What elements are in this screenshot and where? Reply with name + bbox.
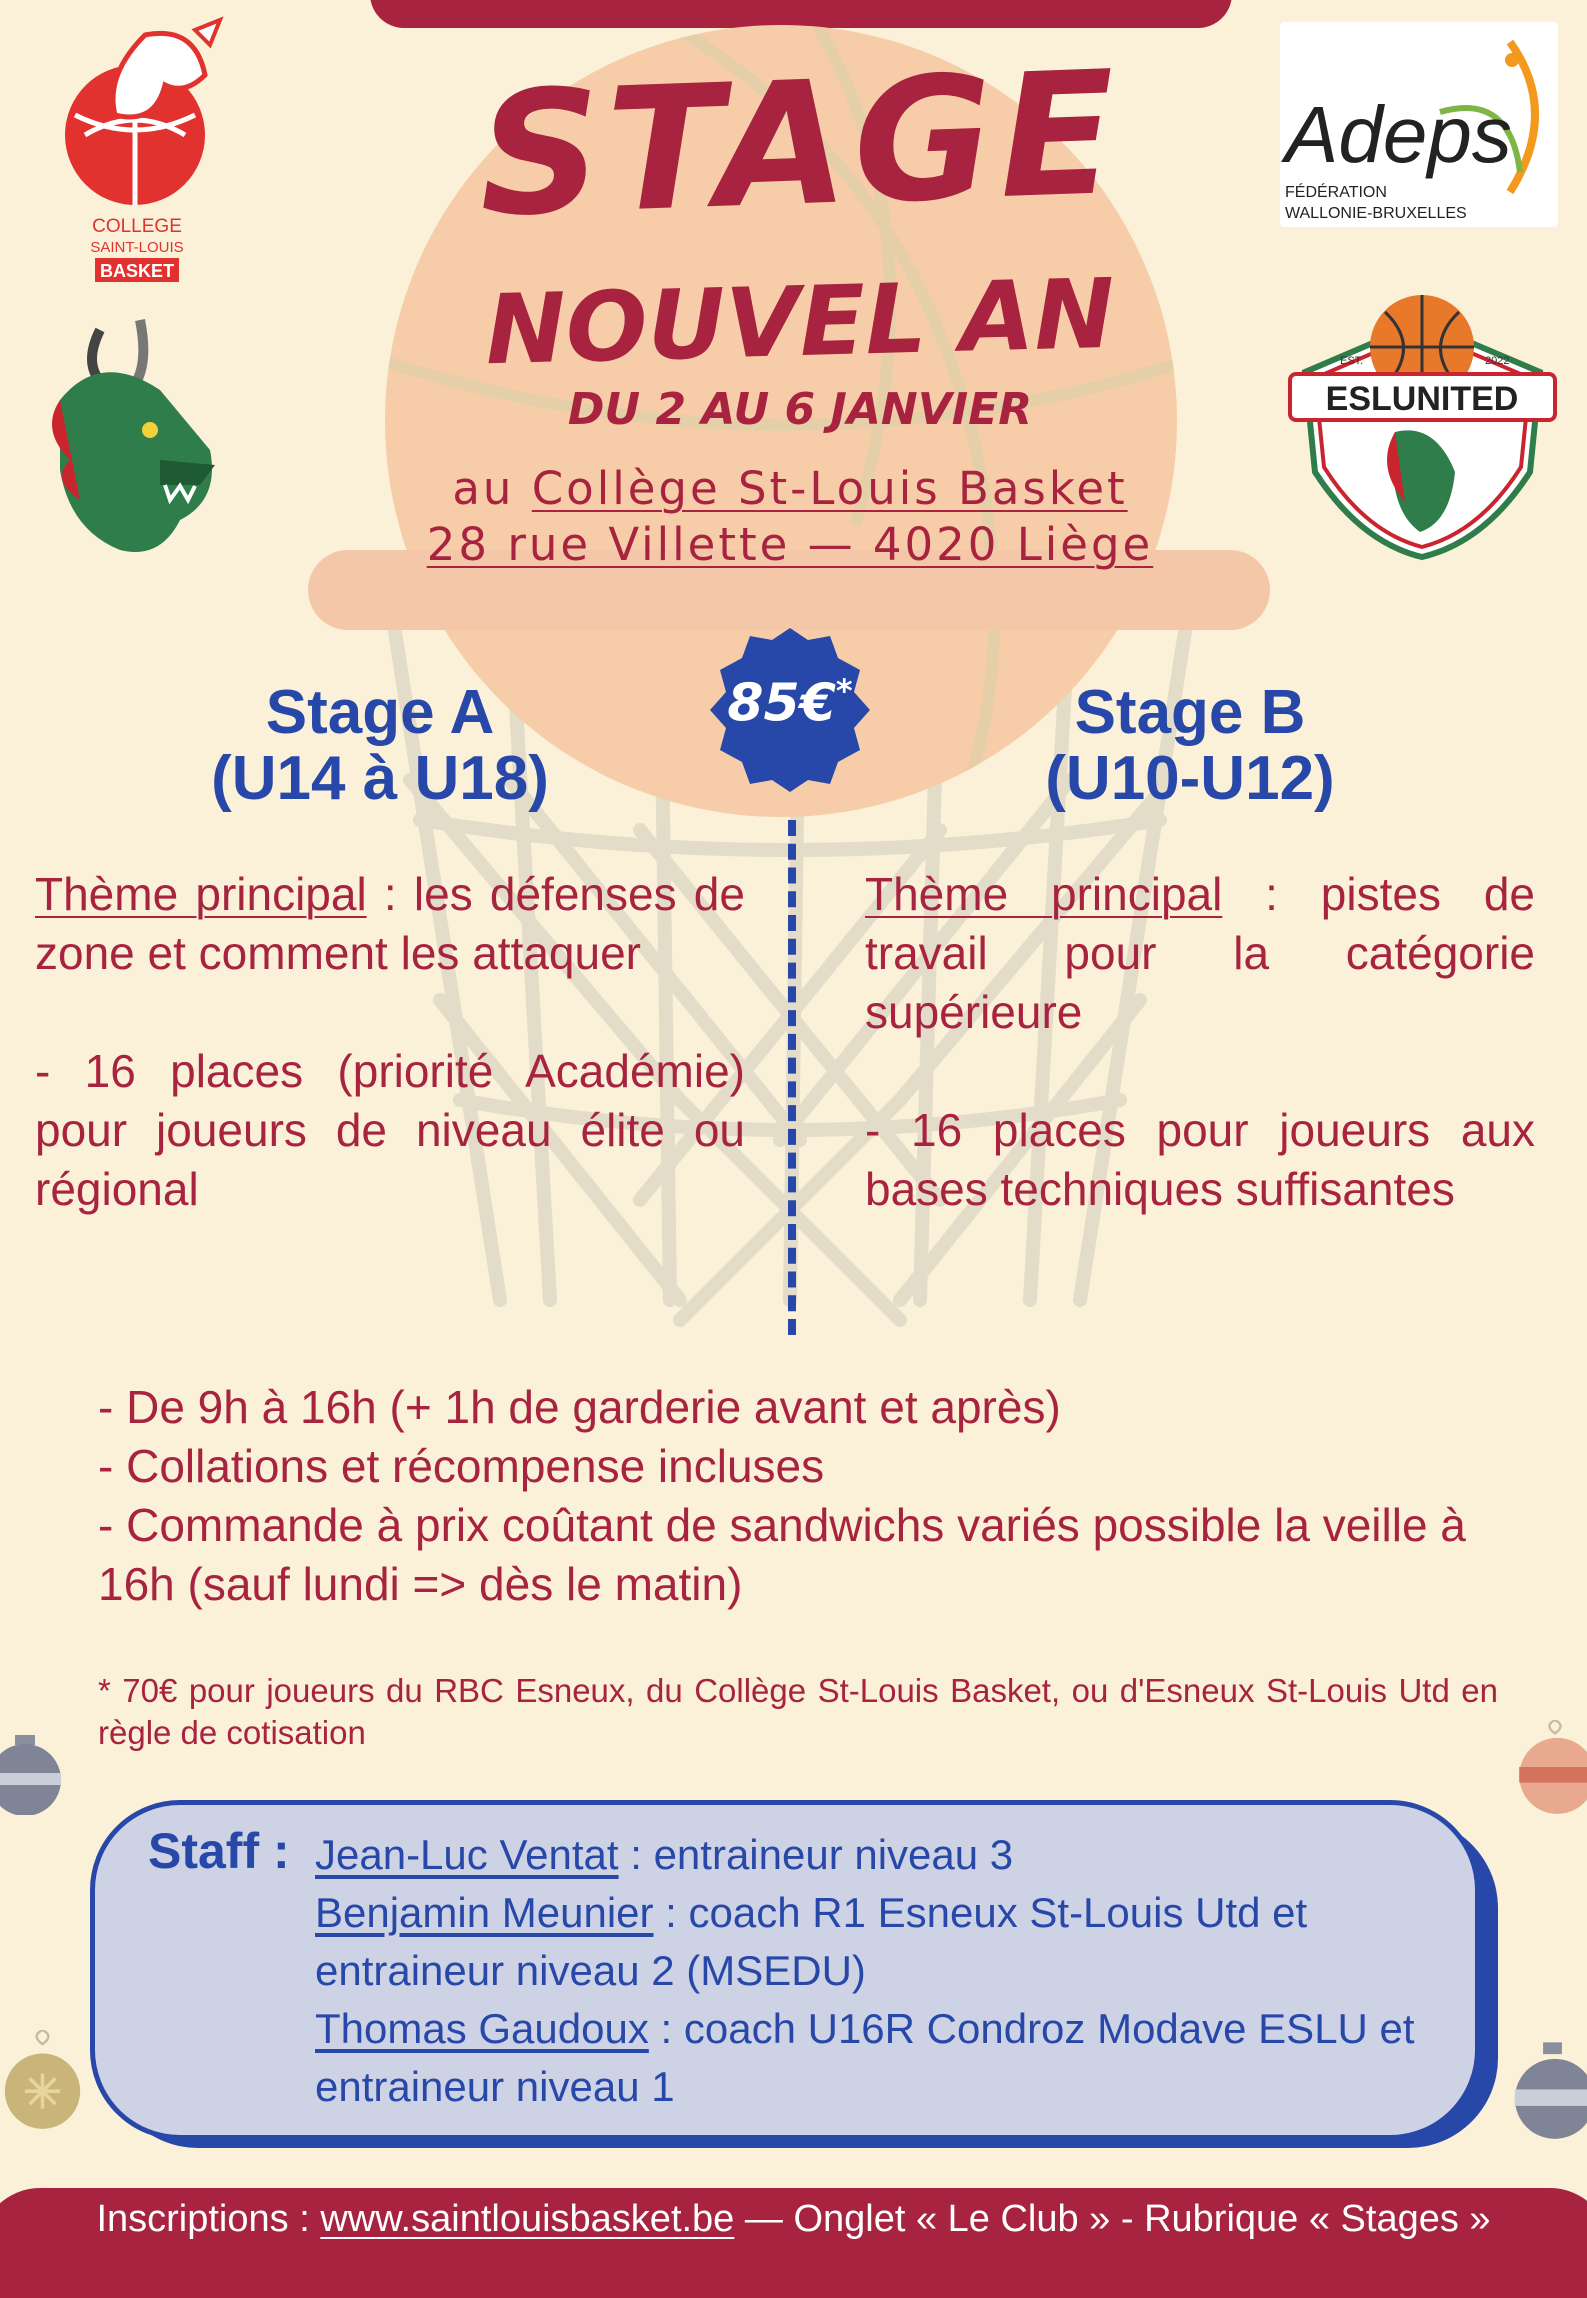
info-item-snacks: - Collations et récompense incluses xyxy=(98,1440,825,1492)
event-dates: DU 2 AU 6 JANVIER xyxy=(567,384,1033,435)
college-logo-line3: BASKET xyxy=(99,261,175,281)
title-nouvel-an: NOUVEL AN xyxy=(484,257,1116,387)
christmas-ornament-icon xyxy=(1510,1720,1587,1815)
college-logo-line2: SAINT-LOUIS xyxy=(90,239,184,256)
stage-a-ages: (U14 à U18) xyxy=(211,744,549,813)
stage-a-theme xyxy=(35,865,745,983)
staff-label: Staff : xyxy=(148,1823,290,1879)
registration-link[interactable]: www.saintlouisbasket.be xyxy=(320,2198,735,2240)
staff-member xyxy=(315,2000,1435,2116)
top-decor-bar xyxy=(370,0,1232,28)
stage-b-ages: (U10-U12) xyxy=(1045,744,1335,813)
stage-a-heading xyxy=(150,680,610,812)
stage-a-theme-label: Thème principal xyxy=(35,868,367,920)
stage-b-theme xyxy=(865,865,1535,1042)
stage-b-title: Stage B xyxy=(1074,678,1306,747)
adeps-logo xyxy=(1280,22,1558,227)
christmas-ornament-icon xyxy=(0,2030,90,2130)
price-value: 85€ xyxy=(727,673,836,734)
staff-member-role: : coach U16R Condroz Modave ESLU et entraineur niveau 1 xyxy=(315,2005,1415,2110)
adeps-wordmark: Adeps xyxy=(1285,90,1512,179)
column-divider xyxy=(788,820,796,1335)
stage-a-places: - 16 places (priorité Académie) pour joueurs de niveau élite ou régional xyxy=(35,1045,745,1215)
price-asterisk: * xyxy=(835,672,853,710)
info-item-hours: - De 9h à 16h (+ 1h de garderie avant et après) xyxy=(98,1381,1061,1433)
venue-prefix: au xyxy=(452,462,532,515)
practical-info-list xyxy=(98,1378,1518,1614)
staff-member-role: : coach R1 Esneux St-Louis Utd et entraineur niveau 2 (MSEDU) xyxy=(315,1889,1308,1994)
college-saint-louis-logo xyxy=(45,15,230,285)
stage-a-title: Stage A xyxy=(265,678,495,747)
venue-line xyxy=(400,462,1180,515)
title-stage: STAGE xyxy=(475,34,1125,256)
stage-b-places: - 16 places pour joueurs aux bases techniques suffisantes xyxy=(865,1104,1535,1215)
stage-b-heading xyxy=(960,680,1420,812)
registration-info xyxy=(0,2198,1587,2241)
christmas-ornament-icon xyxy=(1505,2040,1587,2140)
college-logo-line1: COLLEGE xyxy=(92,216,182,237)
staff-member xyxy=(315,1884,1435,2000)
staff-member-name[interactable]: Jean-Luc Ventat xyxy=(315,1831,619,1878)
stage-a-theme-text: : les défenses de zone et comment les attaquer xyxy=(35,868,745,979)
dragon-mascot-icon xyxy=(40,310,230,560)
adeps-subtitle-1: FÉDÉRATION xyxy=(1285,184,1387,201)
info-item-sandwiches: - Commande à prix coûtant de sandwichs variés possible la veille à 16h (sauf lundi => dès le matin) xyxy=(98,1499,1466,1610)
staff-member-name[interactable]: Thomas Gaudoux xyxy=(315,2005,649,2052)
staff-list xyxy=(315,1826,1435,2116)
staff-member-role: : entraineur niveau 3 xyxy=(618,1831,1014,1878)
price-amount xyxy=(700,672,880,733)
adeps-subtitle-2: WALLONIE-BRUXELLES xyxy=(1285,205,1467,222)
stage-b-theme-label: Thème principal xyxy=(865,868,1223,920)
staff-member xyxy=(315,1826,1435,1884)
venue-name-link[interactable]: Collège St-Louis Basket xyxy=(531,462,1128,515)
stage-b-details xyxy=(865,865,1535,1219)
eslu-wordmark: ESLUNITED xyxy=(1325,380,1519,418)
christmas-ornament-icon xyxy=(0,1735,65,1815)
esl-united-logo xyxy=(1285,292,1560,562)
eslu-est-label: EST. xyxy=(1340,355,1364,367)
stage-b-theme-text: : pistes de travail pour la catégorie supérieure xyxy=(865,868,1535,1038)
eslu-year-label: 2022 xyxy=(1485,355,1510,367)
stage-a-details xyxy=(35,865,745,1219)
venue-address[interactable]: 28 rue Villette — 4020 Liège xyxy=(426,518,1154,571)
price-footnote: * 70€ pour joueurs du RBC Esneux, du Collège St-Louis Basket, ou d'Esneux St-Louis Utd en règle de cotisation xyxy=(98,1672,1498,1751)
registration-suffix: — Onglet « Le Club » - Rubrique « Stages » xyxy=(734,2198,1491,2240)
staff-member-name[interactable]: Benjamin Meunier xyxy=(315,1889,654,1936)
registration-prefix: Inscriptions : xyxy=(96,2198,321,2240)
